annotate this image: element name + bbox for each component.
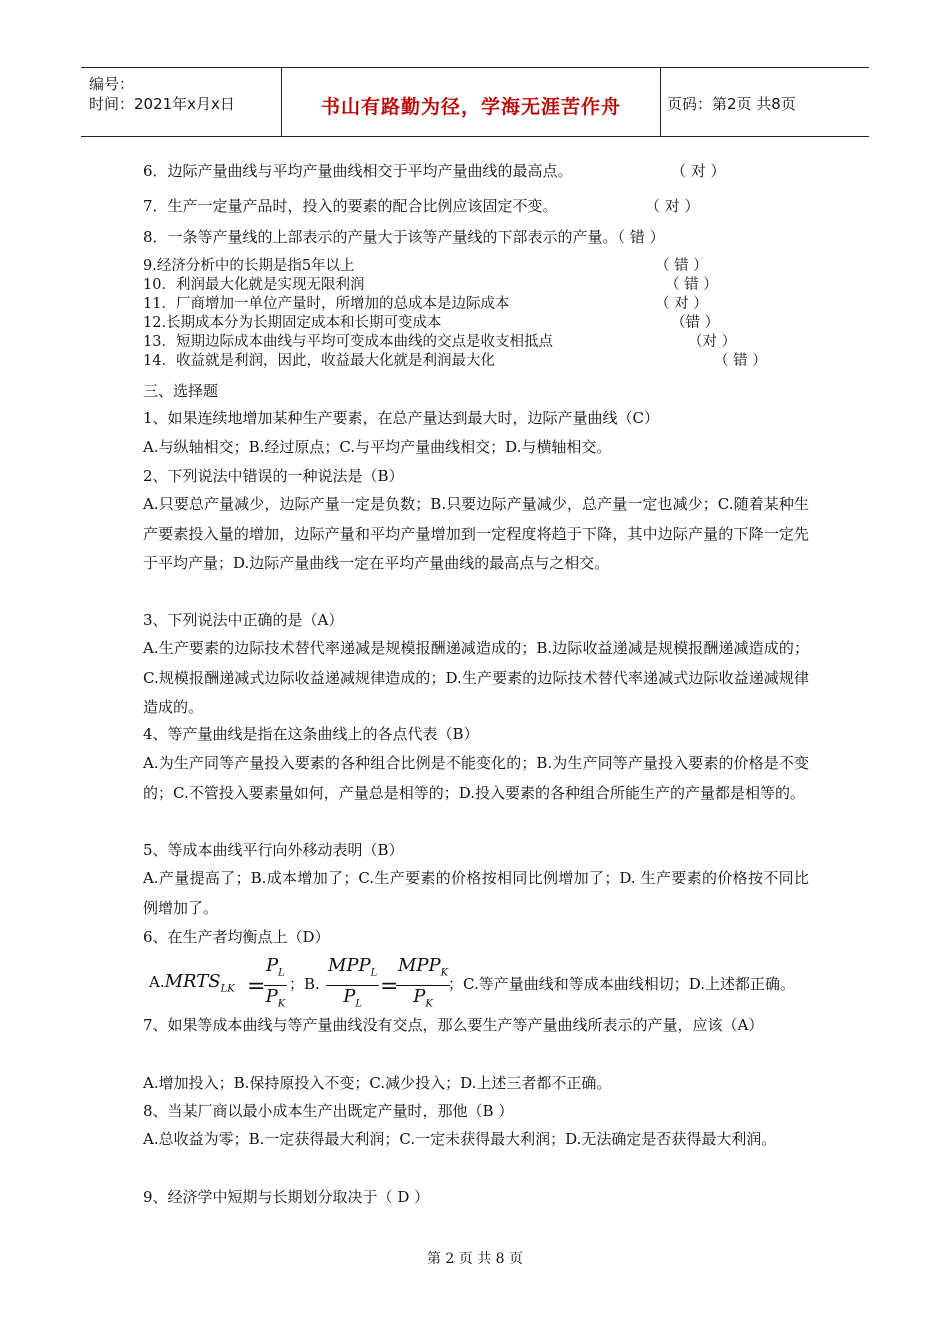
judgment-item: 13．短期边际成本曲线与平均可变成本曲线的交点是收支相抵点 — [143, 334, 553, 350]
judgment-answer: （ 错 ） — [714, 353, 767, 369]
fraction-mppl-pl — [326, 955, 379, 1015]
question-options: A.总收益为零；B.一定获得最大利润；C.一定未获得最大利润；D.无法确定是否获得最大利润。 — [143, 1130, 777, 1148]
judgment-item: 9.经济分析中的长期是指5年以上 — [143, 258, 355, 274]
equals-sign: = — [380, 974, 399, 999]
question-options: A.与纵轴相交；B.经过原点；C.与平均产量曲线相交；D.与横轴相交。 — [143, 438, 612, 456]
question-options: A.生产要素的边际技术替代率递减是规模报酬递减造成的；B.边际收益递减是规模报酬递减造成的；C.规模报酬递减式边际收益递减规律造成的；D.生产要素的边际技术替代率递减式边际收益递减规律造成的。 — [143, 639, 809, 716]
judgment-answer: （ 错 ） — [655, 258, 708, 274]
question-stem: 7、如果等成本曲线与等产量曲线没有交点，那么要生产等产量曲线所表示的产量，应该（A） — [143, 1016, 764, 1034]
motto-text: 书山有路勤为径，学海无涯苦作舟 — [320, 96, 621, 118]
formula-options — [149, 971, 235, 995]
formula-rest: ；C.等产量曲线和等成本曲线相切；D.上述都正确。 — [448, 975, 795, 993]
judgment-answer: （对 ） — [688, 334, 737, 350]
header-right-cell — [661, 68, 869, 136]
price-l-symbol: P — [266, 955, 279, 976]
price-k-symbol: P — [265, 985, 278, 1007]
question-stem: 2、下列说法中错误的一种说法是（B） — [143, 467, 404, 485]
judgment-item: 11．厂商增加一单位产量时，所增加的总成本是边际成本 — [143, 296, 510, 312]
price-k-symbol: P — [413, 985, 426, 1007]
price-l-subscript: L — [278, 967, 285, 979]
mpp-l-subscript: L — [370, 967, 378, 979]
equals-sign: = — [247, 974, 266, 999]
header-left-cell — [81, 68, 282, 136]
judgment-item: 10．利润最大化就是实现无限利润 — [143, 277, 365, 293]
document-number-label: 编号： — [89, 75, 135, 93]
fraction-pl-pk — [264, 955, 287, 1015]
mpp-k-subscript: K — [440, 967, 449, 979]
option-a-prefix: A. — [149, 973, 165, 991]
mrts-subscript: LK — [220, 983, 235, 995]
price-l-subscript: L — [355, 998, 363, 1010]
mrts-text: MRTS — [164, 971, 221, 992]
question-options: A.产量提高了；B.成本增加了；C.生产要素的价格按相同比例增加了；D. 生产要素的价格按不同比例增加了。 — [143, 869, 809, 917]
header-page-info: 页码：第2页 共8页 — [667, 95, 796, 113]
fraction-numerator — [396, 955, 450, 986]
question-stem: 6、在生产者均衡点上（D） — [143, 928, 330, 946]
price-l-symbol: P — [343, 985, 356, 1007]
fraction-mppk-pk — [396, 955, 450, 1015]
question-stem: 4、等产量曲线是指在这条曲线上的各点代表（B） — [143, 725, 479, 743]
judgment-answer: （错 ） — [671, 315, 720, 331]
fraction-numerator — [264, 955, 287, 986]
judgment-answer: （ 对 ） — [655, 296, 708, 312]
judgment-answer: （ 对 ） — [671, 162, 726, 180]
judgment-answer: （ 错 ） — [665, 277, 718, 293]
section-title: 三、选择题 — [143, 382, 219, 400]
price-k-subscript: K — [425, 998, 433, 1010]
mpp-symbol: MPP — [328, 955, 371, 976]
judgment-item: 6．边际产量曲线与平均产量曲线相交于平均产量曲线的最高点。 — [143, 162, 573, 180]
equilibrium-formula — [143, 953, 823, 1009]
judgment-item: 7．生产一定量产品时，投入的要素的配合比例应该固定不变。 — [143, 197, 558, 215]
mpp-symbol: MPP — [398, 955, 441, 976]
question-stem: 8、当某厂商以最小成本生产出既定产量时，那他（B ） — [143, 1102, 514, 1120]
option-b-prefix: ；B. — [289, 975, 320, 993]
question-options: A.只要总产量减少，边际产量一定是负数；B.只要边际产量减少，总产量一定也减少；C.随着某种生产要素投入量的增加，边际产量和平均产量增加到一定程度将趋于下降，其中边际产量的下降一定先于平均产量；D.边际产量曲线一定在平均产量曲线的最高点与之相交。 — [143, 495, 809, 572]
fraction-numerator — [326, 955, 379, 986]
judgment-answer: （ 对 ） — [645, 197, 700, 215]
document-date-label: 时间：2021年x月x日 — [89, 95, 235, 113]
price-k-subscript: K — [277, 998, 286, 1010]
question-stem: 9、经济学中短期与长期划分取决于（ D ） — [143, 1188, 430, 1206]
page-header — [81, 67, 869, 137]
question-stem: 1、如果连续地增加某种生产要素，在总产量达到最大时，边际产量曲线（C） — [143, 409, 660, 427]
header-middle-cell — [282, 68, 661, 136]
question-options: A.为生产同等产量投入要素的各种组合比例是不能变化的；B.为生产同等产量投入要素的价格是不变的；C.不管投入要素量如何，产量总是相等的；D.投入要素的各种组合所能生产的产量都是相等的。 — [143, 754, 809, 802]
question-stem: 5、等成本曲线平行向外移动表明（B） — [143, 841, 404, 859]
mrts-symbol — [164, 971, 235, 995]
judgment-item: 14．收益就是利润，因此，收益最大化就是利润最大化 — [143, 353, 495, 369]
judgment-item: 8．一条等产量线的上部表示的产量大于该等产量线的下部表示的产量。（ 错 ） — [143, 228, 665, 246]
page-footer: 第 2 页 共 8 页 — [426, 1251, 524, 1267]
question-stem: 3、下列说法中正确的是（A） — [143, 611, 344, 629]
question-options: A.增加投入；B.保持原投入不变；C.减少投入；D.上述三者都不正确。 — [143, 1074, 612, 1092]
judgment-item: 12.长期成本分为长期固定成本和长期可变成本 — [143, 315, 442, 331]
